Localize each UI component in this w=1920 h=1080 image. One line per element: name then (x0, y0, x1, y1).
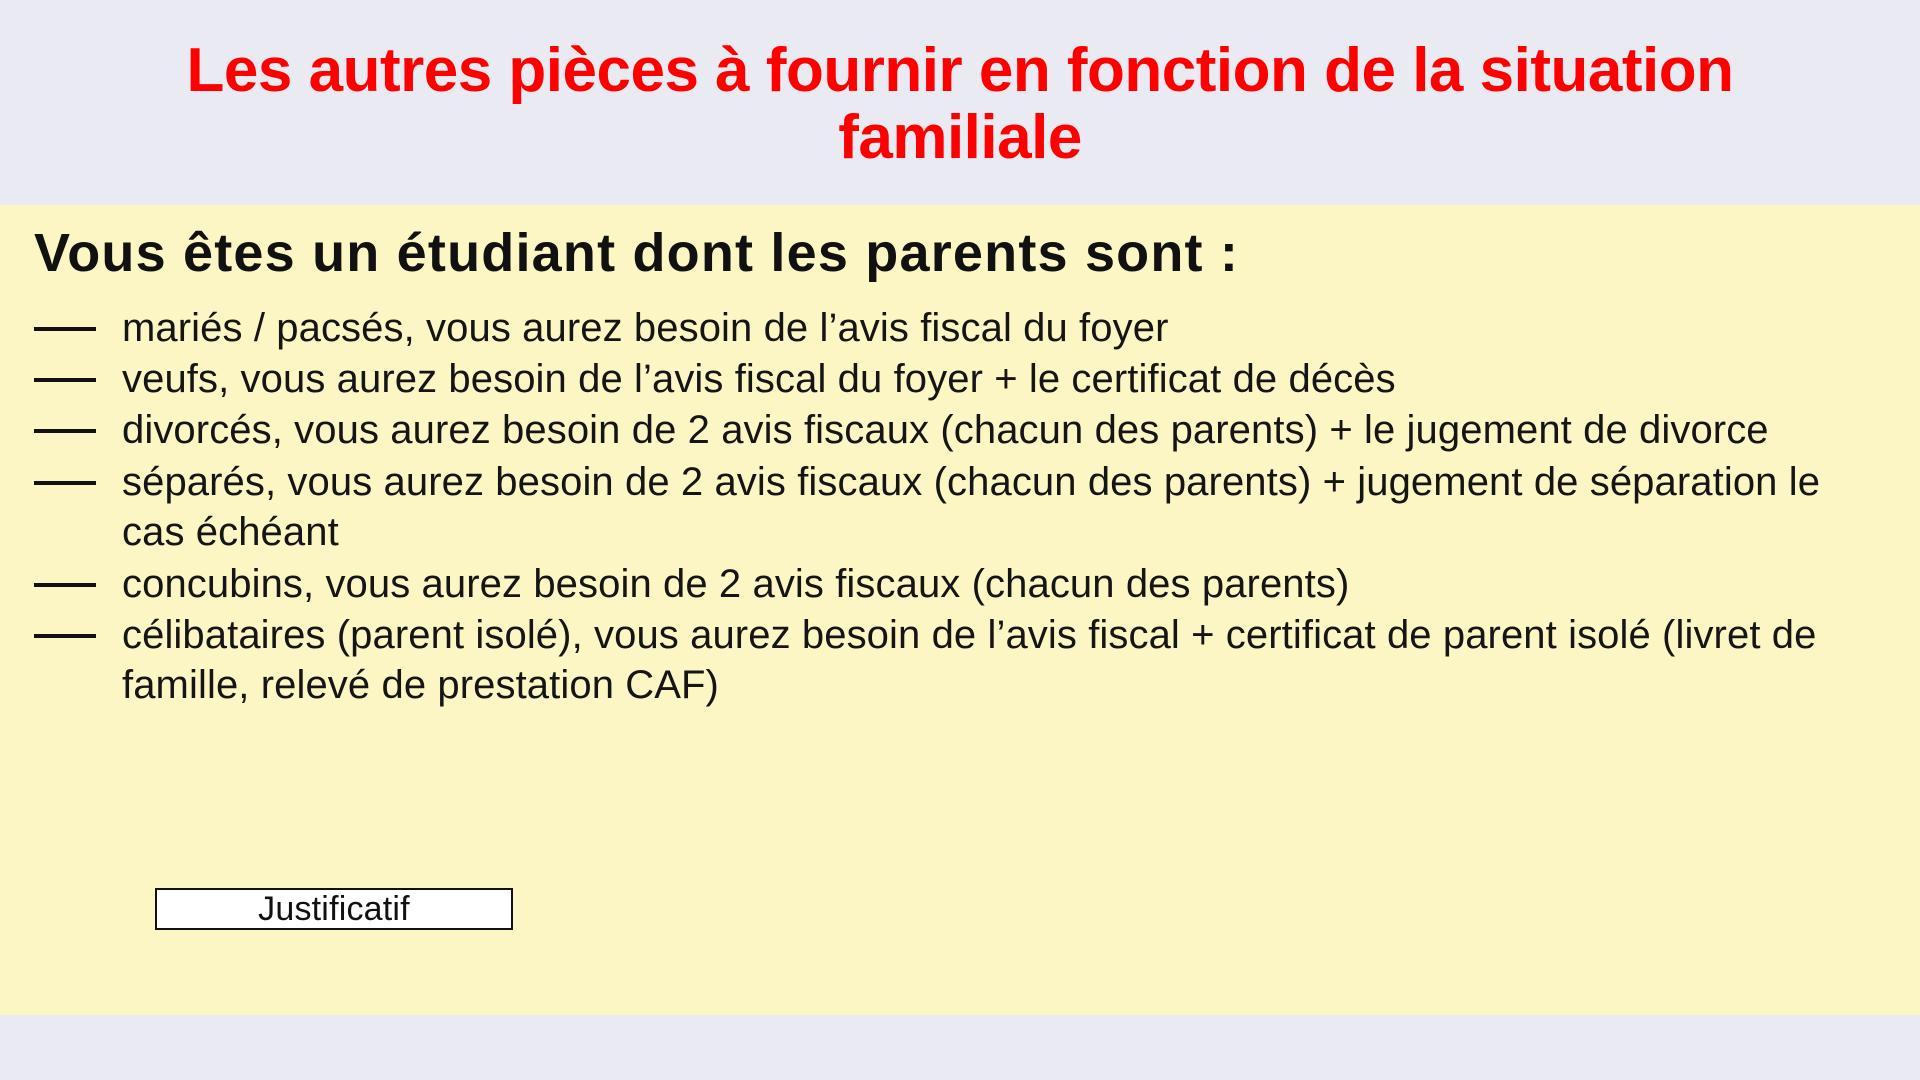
list-item (34, 610, 1886, 711)
list-item-label: célibataires (parent isolé), vous aurez besoin de l’avis fiscal + certificat de parent isolé (livret de famille, relevé de prestation CAF) (122, 612, 1817, 708)
dash-bullet-icon (34, 634, 96, 638)
dash-bullet-icon (34, 481, 96, 485)
list-item-label: séparés, vous aurez besoin de 2 avis fiscaux (chacun des parents) + jugement de séparation le cas échéant (122, 459, 1821, 555)
justificatif-annotation-box[interactable] (155, 888, 513, 930)
justificatif-annotation-label: Justificatif (258, 890, 410, 928)
list-item-label: divorcés, vous aurez besoin de 2 avis fiscaux (chacun des parents) + le jugement de divorce (122, 408, 1769, 453)
list-item (34, 303, 1886, 353)
dash-bullet-icon (34, 583, 96, 587)
list-item-label: concubins, vous aurez besoin de 2 avis fiscaux (chacun des parents) (122, 561, 1350, 606)
page-title: Les autres pièces à fournir en fonction de la situation familiale (186, 36, 1734, 172)
slide-title-block (0, 38, 1920, 172)
list-item (34, 354, 1886, 404)
list-item (34, 405, 1886, 455)
list-item (34, 559, 1886, 609)
list-item (34, 457, 1886, 558)
dash-bullet-icon (34, 378, 96, 382)
list-item-label: mariés / pacsés, vous aurez besoin de l’avis fiscal du foyer (122, 305, 1169, 350)
list-item-label: veufs, vous aurez besoin de l’avis fiscal du foyer + le certificat de décès (122, 356, 1396, 401)
dash-bullet-icon (34, 429, 96, 433)
dash-bullet-icon (34, 327, 96, 331)
section-heading: Vous êtes un étudiant dont les parents sont : (34, 223, 1240, 283)
requirements-list (34, 303, 1886, 711)
